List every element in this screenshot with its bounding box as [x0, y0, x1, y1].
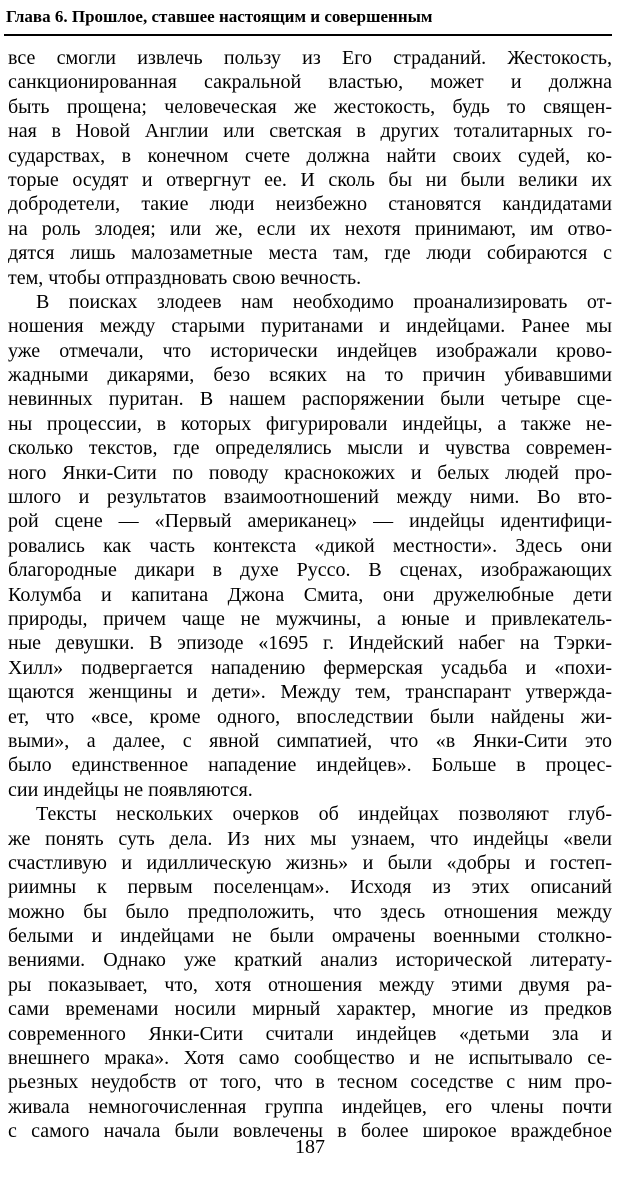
text-line: с самого начала были вовлечены в более широкое враждебное [8, 1120, 612, 1143]
text-line: Тексты нескольких очерков об индейцах позволяют глуб- [36, 803, 612, 826]
text-line: благородные дикари в духе Руссо. В сценах, изображающих [8, 559, 612, 582]
text-line: ная в Новой Англии или светская в других тоталитарных го- [8, 120, 612, 143]
text-line: живала немногочисленная группа индейцев, его члены почти [8, 1095, 612, 1118]
text-line: шлого и результатов взаимоотношений между ними. Во вто- [8, 486, 612, 509]
text-line: ные девушки. В эпизоде «1695 г. Индейский набег на Тэрки- [8, 632, 612, 655]
text-line: рой сцене — «Первый американец» — индейцы идентифици- [8, 510, 612, 533]
text-line: же понять суть дела. Из них мы узнаем, что индейцы «вели [8, 827, 612, 850]
text-line: санкционированная сакральной властью, может и должна [8, 71, 612, 94]
header-rule [4, 34, 612, 36]
text-line: Хилл» подвергается нападению фермерская усадьба и «похи- [8, 656, 612, 679]
paragraph [8, 290, 612, 802]
text-line: внешнего мрака». Хотя само сообщество и не испытывало се- [8, 1047, 612, 1070]
text-line: дятся лишь малозаметные места там, где люди собираются с [8, 242, 612, 265]
text-line: ны процессии, в которых фигурировали индейцы, а также не- [8, 412, 612, 435]
paragraph [8, 46, 612, 290]
text-line: быть прощена; человеческая же жестокость, будь то священ- [8, 95, 612, 118]
text-line: тем, чтобы отпраздновать свою вечность. [8, 266, 362, 289]
text-line: риимны к первым поселенцам». Исходя из этих описаний [8, 876, 612, 899]
text-line: белыми и индейцами не были омрачены военными столкно- [8, 925, 612, 948]
text-line: можно бы было предположить, что здесь отношения между [8, 900, 612, 923]
text-line: рьезных неудобств от того, что в тесном соседстве с ним про- [8, 1071, 612, 1094]
text-line: жадными дикарями, безо всяких на то причин убивавшими [8, 364, 612, 387]
text-line: щаются женщины и дети». Между тем, транспарант утвержда- [8, 681, 612, 704]
page-number: 187 [295, 1136, 325, 1158]
paragraph [8, 802, 612, 1143]
text-line: сколько текстов, где определялись мысли и чувства современ- [8, 437, 612, 460]
text-line: ного Янки-Сити по поводу краснокожих и белых людей про- [8, 461, 612, 484]
text-line: вениями. Однако уже краткий анализ исторической литерату- [8, 949, 612, 972]
running-header: Глава 6. Прошлое, ставшее настоящим и совершенным [6, 7, 433, 26]
body-text [8, 46, 612, 1144]
text-line: природы, причем чаще не мужчины, а юные и привлекатель- [8, 607, 612, 630]
text-line: В поисках злодеев нам необходимо проанализировать от- [36, 290, 612, 313]
text-line: ет, что «все, кроме одного, впоследствии были найдены жи- [8, 705, 612, 728]
text-line: Колумба и капитана Джона Смита, они дружелюбные дети [8, 583, 612, 606]
text-line: уже отмечали, что исторически индейцев изображали крово- [8, 339, 612, 362]
text-line: сударствах, в конечном счете должна найти своих судей, ко- [8, 144, 612, 167]
text-line: выми», а далее, с явной симпатией, что «в Янки-Сити это [8, 729, 612, 752]
text-line: ры показывает, что, хотя отношения между этими двумя ра- [8, 973, 612, 996]
text-line: ношения между старыми пуританами и индейцами. Ранее мы [8, 315, 612, 338]
text-line: торые осудят и отвергнут ее. И сколь бы ни были велики их [8, 168, 612, 191]
text-line: ровались как часть контекста «дикой местности». Здесь они [8, 534, 612, 557]
text-line: современного Янки-Сити считали индейцев «детьми зла и [8, 1022, 612, 1045]
text-line: было единственное нападение индейцев». Больше в процес- [8, 754, 612, 777]
text-line: на роль злодея; или же, если их нехотя принимают, им отво- [8, 217, 612, 240]
text-line: невинных пуритан. В нашем распоряжении были четыре сце- [8, 388, 612, 411]
text-line: счастливую и идиллическую жизнь» и были «добры и гостеп- [8, 851, 612, 874]
text-line: сии индейцы не появляются. [8, 778, 253, 801]
text-line: все смогли извлечь пользу из Его страданий. Жестокость, [8, 47, 612, 69]
text-line: добродетели, такие люди неизбежно становятся кандидатами [8, 193, 612, 216]
text-line: сами временами носили мирный характер, многие из предков [8, 998, 612, 1021]
